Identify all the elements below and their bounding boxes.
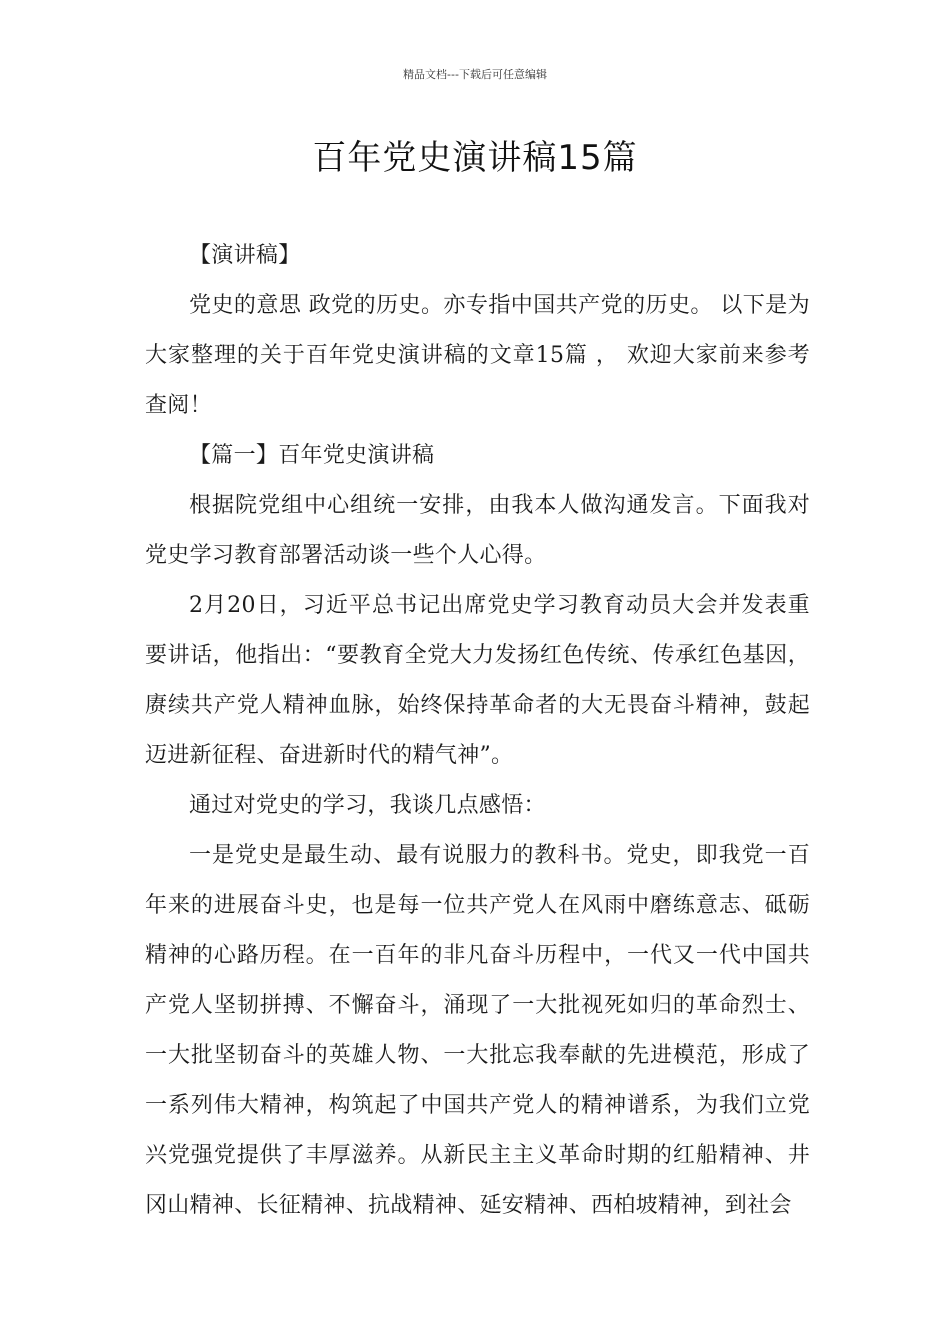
section-label: 【演讲稿】 bbox=[189, 243, 301, 268]
intro-paragraph: 党史的意思 政党的历史。亦专指中国共产党的历史。 以下是为大家整理的关于百年党史演讲稿的文章15篇 ， 欢迎大家前来参考查阅！ bbox=[145, 293, 810, 418]
body-paragraph: 2月20日，习近平总书记出席党史学习教育动员大会并发表重要讲话，他指出：“要教育全党大力发扬红色传统、传承红色基因，赓续共产党人精神血脉，始终保持革命者的大无畏奋斗精神，鼓起迈进新征程、奋进新时代的精气神”。 bbox=[145, 593, 810, 768]
header-note: 精品文档---下载后可任意编辑 bbox=[403, 68, 547, 81]
body-paragraph: 通过对党史的学习，我谈几点感悟： bbox=[189, 793, 546, 818]
document-title: 百年党史演讲稿15篇 bbox=[312, 138, 638, 178]
chapter-heading: 【篇一】百年党史演讲稿 bbox=[189, 443, 435, 468]
body-paragraph: 根据院党组中心组统一安排，由我本人做沟通发言。下面我对党史学习教育部署活动谈一些个人心得。 bbox=[145, 493, 810, 568]
document-body bbox=[145, 231, 810, 1231]
body-paragraph: 一是党史是最生动、最有说服力的教科书。党史，即我党一百年来的进展奋斗史，也是每一位共产党人在风雨中磨练意志、砥砺精神的心路历程。在一百年的非凡奋斗历程中，一代又一代中国共产党人坚韧拼搏、不懈奋斗，涌现了一大批视死如归的革命烈士、一大批坚韧奋斗的英雄人物、一大批忘我奉献的先进模范，形成了一系列伟大精神，构筑起了中国共产党人的精神谱系，为我们立党兴党强党提供了丰厚滋养。从新民主主义革命时期的红船精神、井冈山精神、长征精神、抗战精神、延安精神、西柏坡精神，到社会 bbox=[145, 843, 810, 1218]
